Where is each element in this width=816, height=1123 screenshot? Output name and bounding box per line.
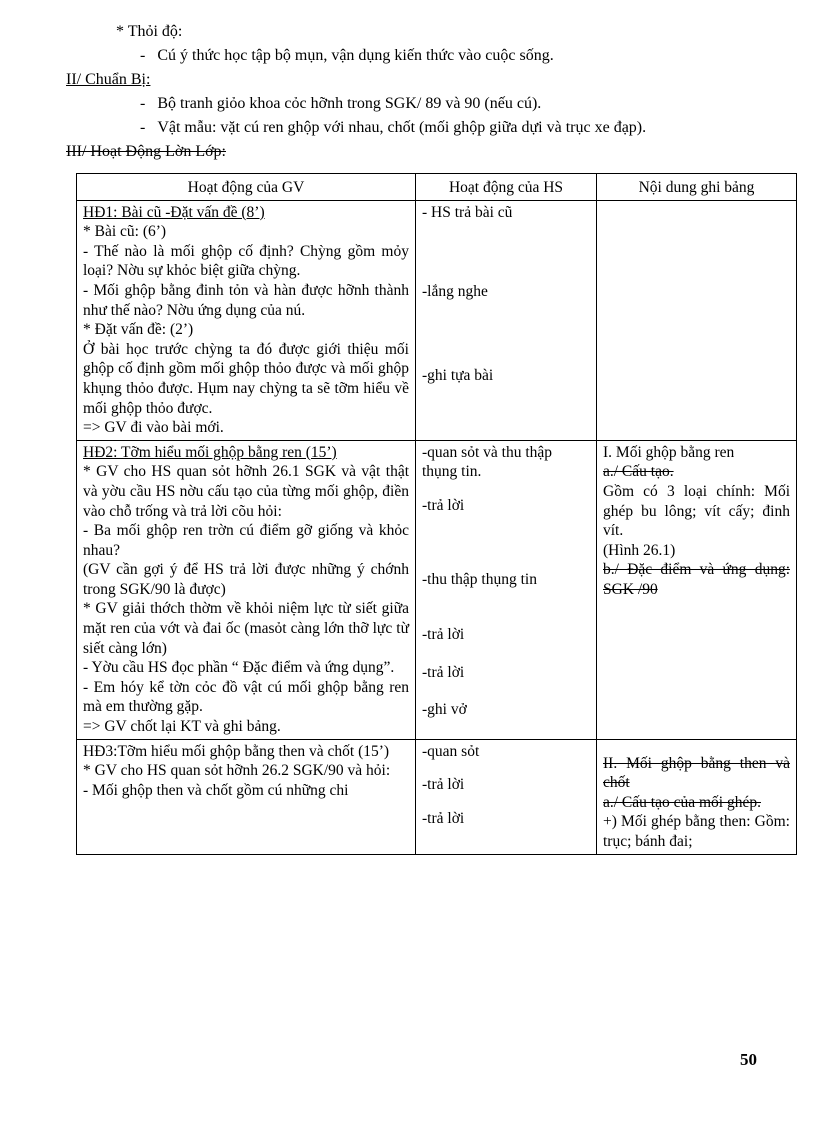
attitude-item: - Cú ý thức học tập bộ mụn, vận dụng kiến thức vào cuộc sống. [140, 47, 554, 64]
gv-line: * GV cho HS quan sỏt hỡnh 26.2 SGK/90 và hỏi: [83, 762, 391, 780]
table-row [77, 440, 797, 739]
board-line: +) Mối ghép bằng then: Gồm: trục; bánh đai; [603, 813, 790, 850]
prep-item: - Bộ tranh giỏo khoa cỏc hỡnh trong SGK/ 89 và 90 (nếu cú). [140, 95, 542, 112]
gv-line: => GV đi vào bài mới. [83, 419, 224, 437]
activities-heading: III/ Hoạt Động Lờn Lớp: [66, 143, 226, 160]
hs-line: -trả lời [422, 663, 465, 681]
prep-heading: II/ Chuẩn Bị: [66, 71, 151, 88]
hs-line: - HS trả bài cũ [422, 203, 513, 221]
gv-line: * GV cho HS quan sỏt hỡnh 26.1 SGK và vật thật và yờu cầu HS nờu cấu tạo của từng mối ghộp, điền vào chỗ trống và trả lời cõu hỏi: [83, 463, 409, 520]
header-board: Nội dung ghi bảng [597, 174, 797, 201]
gv-cell [77, 440, 416, 739]
gv-line: * Bài cũ: (6’) [83, 223, 167, 241]
gv-line: - Em hóy kể tờn cỏc đồ vật cú mối ghộp bằng ren mà em thường gặp. [83, 678, 409, 716]
gv-cell [77, 739, 416, 854]
bullet-dash: - [140, 47, 158, 64]
activity-title: HĐ1: Bài cũ -Đặt vấn đề (8’) [83, 203, 265, 221]
hs-line: -quan sỏt [422, 742, 480, 760]
hs-cell [416, 440, 597, 739]
board-line: a./ Cấu tạo của mối ghép. [603, 793, 761, 811]
board-cell [597, 440, 797, 739]
gv-line: - Ba mối ghộp ren trờn cú điểm gỡ giống và khỏc nhau? [83, 522, 409, 559]
gv-line: - Thế nào là mối ghộp cố định? Chỳng gồm mỏy loại? Nờu sự khỏc biệt giữa chỳng. [83, 242, 409, 280]
table-header-row [77, 174, 797, 201]
hs-line: -thu thập thụng tin [422, 570, 537, 588]
hs-line: -ghi tựa bài [422, 366, 494, 384]
table-row [77, 739, 797, 854]
lesson-table [76, 173, 797, 855]
prep-item: - Vật mẫu: vặt cú ren ghộp với nhau, chốt (mối ghộp giữa dựi và trục xe đạp). [140, 119, 647, 136]
hs-line: -trả lời [422, 496, 465, 514]
gv-line: * GV giải thớch thờm về khỏi niệm lực từ siết giữa mặt ren của vớt và đai ốc (masỏt càng lớn thỡ lực từ siết càng lớn) [83, 600, 409, 657]
header-gv: Hoạt động của GV [77, 174, 416, 201]
hs-cell [416, 739, 597, 854]
board-line: b./ Đặc điểm và ứng dụng: SGK /90 [603, 561, 790, 598]
hs-line: -ghi vở [422, 701, 467, 719]
board-line: (Hình 26.1) [603, 541, 676, 559]
page-number: 50 [740, 1050, 757, 1069]
hs-cell [416, 200, 597, 440]
board-line: II. Mối ghộp bằng then và chốt [603, 754, 790, 792]
hs-line: -trả lời [422, 776, 465, 794]
gv-line: - Mối ghộp bằng đinh tỏn và hàn được hỡnh thành như thế nào? Nờu ứng dụng của nú. [83, 281, 409, 319]
board-cell [597, 739, 797, 854]
hs-line: -trả lời [422, 809, 465, 827]
attitude-heading: * Thỏi độ: [116, 23, 183, 40]
gv-line: Ở bài học trước chỳng ta đó được giới thiệu mối ghộp cố định gồm mối ghộp thỏo được và mối ghộp khụng thỏo được. Hụm nay chỳng ta sẽ tỡm hiểu về mối ghộp thỏo được. [83, 340, 409, 417]
bullet-dash: - [140, 95, 158, 112]
activity-title: HĐ2: Tỡm hiểu mối ghộp bằng ren (15’) [83, 443, 337, 461]
gv-cell [77, 200, 416, 440]
gv-line: => GV chốt lại KT và ghi bảng. [83, 718, 281, 736]
gv-line: (GV cần gợi ý để HS trả lời được những ý chớnh trong SGK/90 là được) [83, 561, 409, 598]
board-line: I. Mối ghộp bằng ren [603, 443, 735, 461]
hs-line: -trả lời [422, 626, 465, 644]
gv-line: * Đặt vấn đề: (2’) [83, 321, 194, 339]
hs-line: -quan sỏt và thu thập thụng tin. [422, 443, 553, 481]
bullet-dash: - [140, 119, 158, 136]
hs-line: -lắng nghe [422, 283, 488, 301]
gv-line: - Mối ghộp then và chốt gồm cú những chi [83, 781, 349, 799]
header-hs: Hoạt động của HS [416, 174, 597, 201]
board-line: Gồm có 3 loại chính: Mối ghép bu lông; vít cấy; đinh vít. [603, 482, 790, 540]
gv-line: - Yờu cầu HS đọc phần “ Đặc điểm và ứng dụng”. [83, 659, 395, 677]
table-row [77, 200, 797, 440]
board-cell [597, 200, 797, 440]
activity-title: HĐ3:Tỡm hiểu mối ghộp bằng then và chốt (15’) [83, 742, 390, 760]
board-line: a./ Cấu tạo. [603, 463, 674, 481]
